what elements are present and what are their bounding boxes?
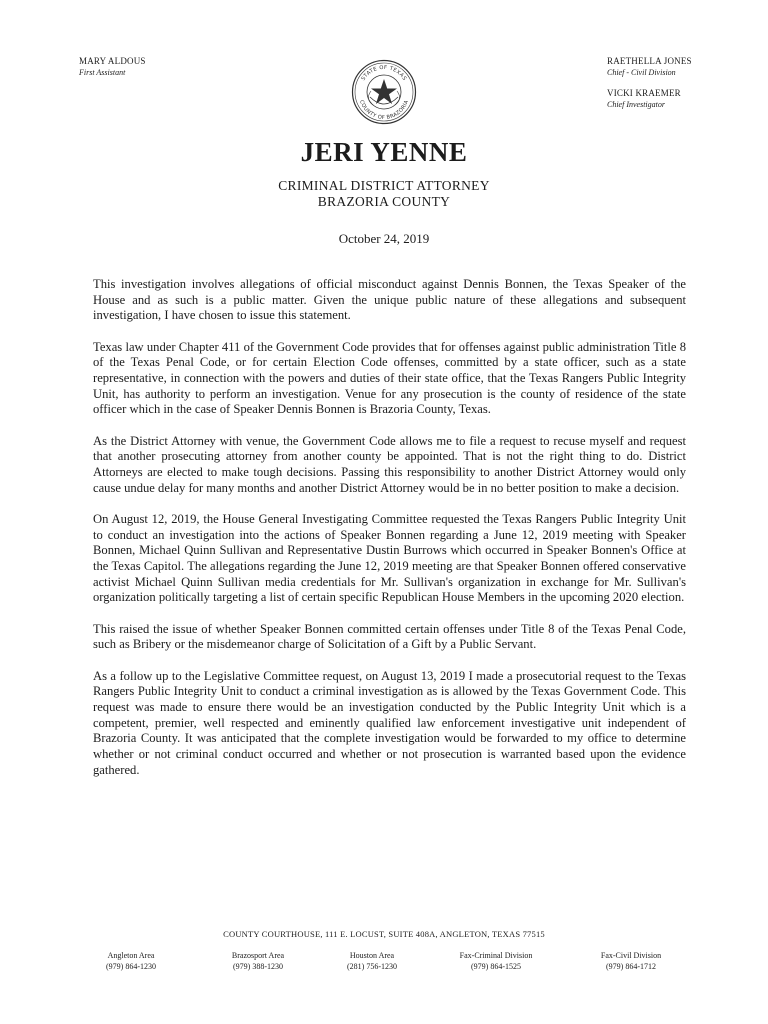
area-phone: (281) 756-1230 [347, 961, 397, 971]
letter-body [93, 277, 686, 794]
staff-title: Chief - Civil Division [607, 68, 676, 77]
body-paragraph: On August 12, 2019, the House General Investigating Committee requested the Texas Rangers Public Integrity Unit to conduct an investigation into the actions of Speaker Bonnen regarding a June 12, 2019 meeting with Speaker Bonnen, Michael Quinn Sullivan and Representative Dustin Burrows which occurred in Speaker Bonnen's Office at the Texas Capitol. The allegations regarding the June 12, 2019 meeting are that Speaker Bonnen offered conservative activist Michael Quinn Sullivan media credentials for Mr. Sullivan's organization in exchange for Mr. Sullivan's organization politically targeting a list of certain specific Republican House Members in the upcoming 2020 election. [93, 511, 686, 605]
attorney-name: JERI YENNE [300, 137, 468, 167]
staff-name: RAETHELLA JONES [607, 56, 692, 66]
right-staff-block [607, 56, 692, 110]
office-title [0, 178, 768, 210]
footer-area-item [576, 951, 686, 972]
office-line-2: BRAZORIA COUNTY [317, 194, 451, 209]
body-paragraph: As the District Attorney with venue, the Government Code allows me to file a request to recuse myself and request that another prosecuting attorney from another county be appointed. That is not the right thing to do. District Attorneys are elected to make tough decisions. Passing this responsibility to another District Attorney would only cause undue delay for many months and another District Attorney would be in no better position to make a decision. [93, 433, 686, 495]
staff-name: VICKI KRAEMER [607, 88, 681, 98]
seal-text-bottom: COUNTY OF BRAZORIA [357, 99, 411, 122]
letter-date: October 24, 2019 [338, 231, 430, 246]
office-line-1: CRIMINAL DISTRICT ATTORNEY [278, 178, 490, 193]
staff-name: MARY ALDOUS [79, 56, 146, 66]
area-phone: (979) 864-1230 [106, 961, 156, 971]
area-label: Fax-Criminal Division [459, 951, 533, 960]
footer-area-item [203, 951, 313, 972]
left-staff-block [79, 56, 146, 78]
body-paragraph: Texas law under Chapter 411 of the Government Code provides that for offenses against public administration Title 8 of the Texas Penal Code, or for certain Election Code offenses, committed by a state officer, such as a state representative, in connection with the powers and duties of their state office, that the Texas Rangers Public Integrity Unit, has authority to perform an investigation. Venue for any prosecution is the county of residence of the state officer which in the case of Speaker Dennis Bonnen is Brazoria County, Texas. [93, 339, 686, 417]
area-label: Brazosport Area [231, 951, 285, 960]
footer-area-item [317, 951, 427, 972]
body-paragraph: This raised the issue of whether Speaker Bonnen committed certain offenses under Title 8 of the Texas Penal Code, such as Bribery or the misdemeanor charge of Solicitation of a Gift by a Public Servant. [93, 621, 686, 652]
staff-title: First Assistant [79, 68, 126, 77]
body-paragraph: This investigation involves allegations of official misconduct against Dennis Bonnen, the Texas Speaker of the House and as such is a public matter. Given the unique public nature of these allegations and subsequent investigation, I have chosen to issue this statement. [93, 277, 686, 323]
area-phone: (979) 864-1525 [471, 961, 521, 971]
footer-address: COUNTY COURTHOUSE, 111 E. LOCUST, SUITE 408A, ANGLETON, TEXAS 77515 [223, 929, 545, 939]
area-phone: (979) 864-1712 [606, 961, 656, 971]
area-label: Houston Area [349, 951, 395, 960]
area-label: Angleton Area [107, 951, 155, 960]
area-label: Fax-Civil Division [600, 951, 662, 960]
staff-title: Chief Investigator [607, 100, 665, 109]
area-phone: (979) 388-1230 [233, 961, 283, 971]
footer-area-item [441, 951, 551, 972]
body-paragraph: As a follow up to the Legislative Committee request, on August 13, 2019 I made a prosecutorial request to the Texas Rangers Public Integrity Unit to conduct a criminal investigation as is allowed by the Texas Government Code. This request was made to ensure there would be an investigation conducted by the Public Integrity Unit which is a competent, premier, well respected and eminently qualified law enforcement investigative unit independent of Brazoria County. It was anticipated that the complete investigation would be forwarded to my office to determine whether or not criminal conduct occurred and whether or not prosecution is warranted based upon the evidence gathered. [93, 668, 686, 777]
county-seal-icon [351, 59, 417, 125]
footer-area-item [76, 951, 186, 972]
seal-text-top: STATE OF TEXAS [360, 64, 408, 82]
